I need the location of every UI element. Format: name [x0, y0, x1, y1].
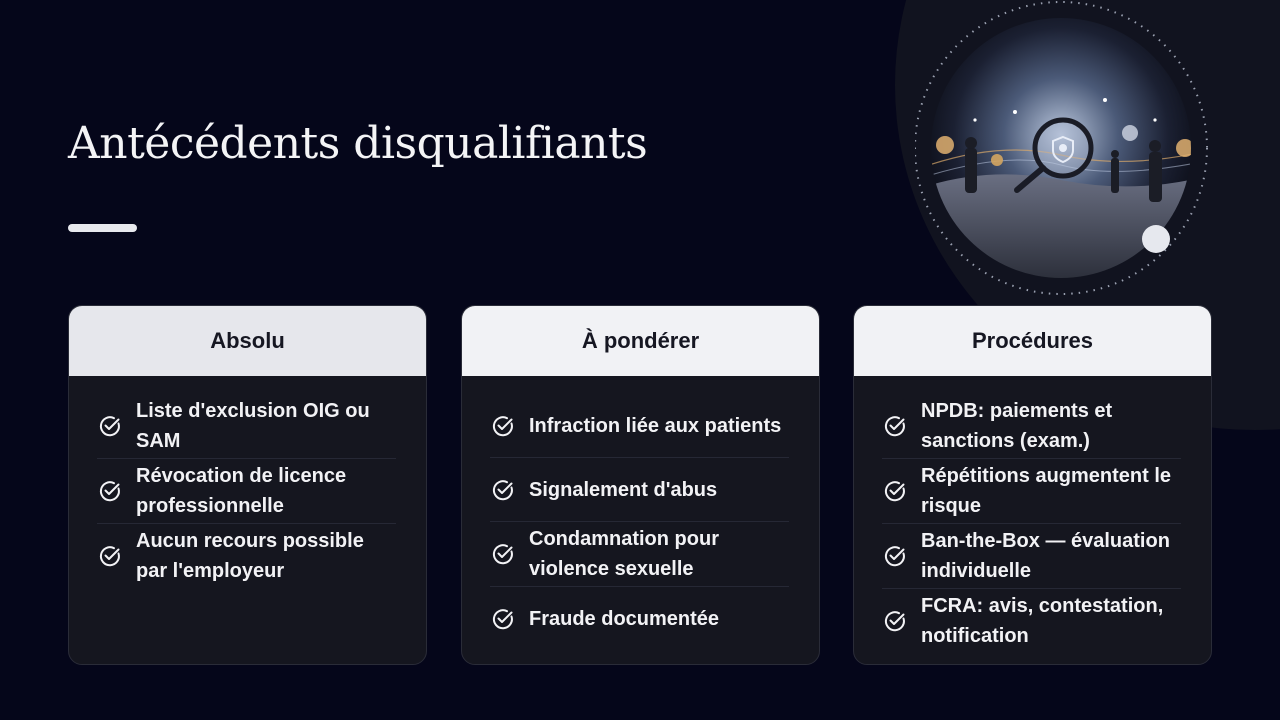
item-text: Aucun recours possible par l'employeur — [136, 530, 364, 582]
check-circle-icon — [882, 543, 908, 569]
card-heading: À pondérer — [462, 306, 819, 376]
list-item — [97, 459, 396, 524]
card-procedures — [853, 305, 1212, 665]
hero-illustration — [915, 0, 1211, 296]
list-item — [490, 394, 789, 458]
card-absolu — [68, 305, 427, 665]
card-a-ponderer — [461, 305, 820, 665]
title-underline — [68, 224, 137, 232]
list-item — [490, 522, 789, 587]
card-heading: Procédures — [854, 306, 1211, 376]
check-circle-icon — [882, 478, 908, 504]
list-item — [97, 524, 396, 588]
item-text: Signalement d'abus — [529, 478, 718, 501]
check-circle-icon — [490, 413, 516, 439]
item-text: NPDB: paiements et sanctions (exam.) — [921, 400, 1113, 452]
list-item — [882, 589, 1181, 653]
list-item — [490, 587, 789, 651]
item-text: Condamnation pour violence sexuelle — [529, 528, 719, 580]
check-circle-icon — [882, 413, 908, 439]
check-circle-icon — [490, 541, 516, 567]
check-circle-icon — [97, 543, 123, 569]
card-heading: Absolu — [69, 306, 426, 376]
item-text: FCRA: avis, contestation, notification — [921, 595, 1164, 647]
item-text: Ban-the-Box — évaluation individuelle — [921, 530, 1170, 582]
list-item — [490, 458, 789, 522]
page-title: Antécédents disqualifiants — [68, 118, 648, 169]
list-item — [882, 459, 1181, 524]
check-circle-icon — [97, 413, 123, 439]
item-text: Fraude documentée — [529, 608, 720, 630]
item-text: Répétitions augmentent le risque — [921, 465, 1172, 517]
list-item — [882, 394, 1181, 459]
list-item — [97, 394, 396, 459]
item-text: Révocation de licence professionnelle — [136, 465, 347, 517]
check-circle-icon — [490, 477, 516, 503]
item-text: Liste d'exclusion OIG ou SAM — [136, 400, 370, 452]
check-circle-icon — [882, 608, 908, 634]
check-circle-icon — [97, 478, 123, 504]
list-item — [882, 524, 1181, 589]
item-text: Infraction liée aux patients — [529, 414, 782, 437]
check-circle-icon — [490, 606, 516, 632]
